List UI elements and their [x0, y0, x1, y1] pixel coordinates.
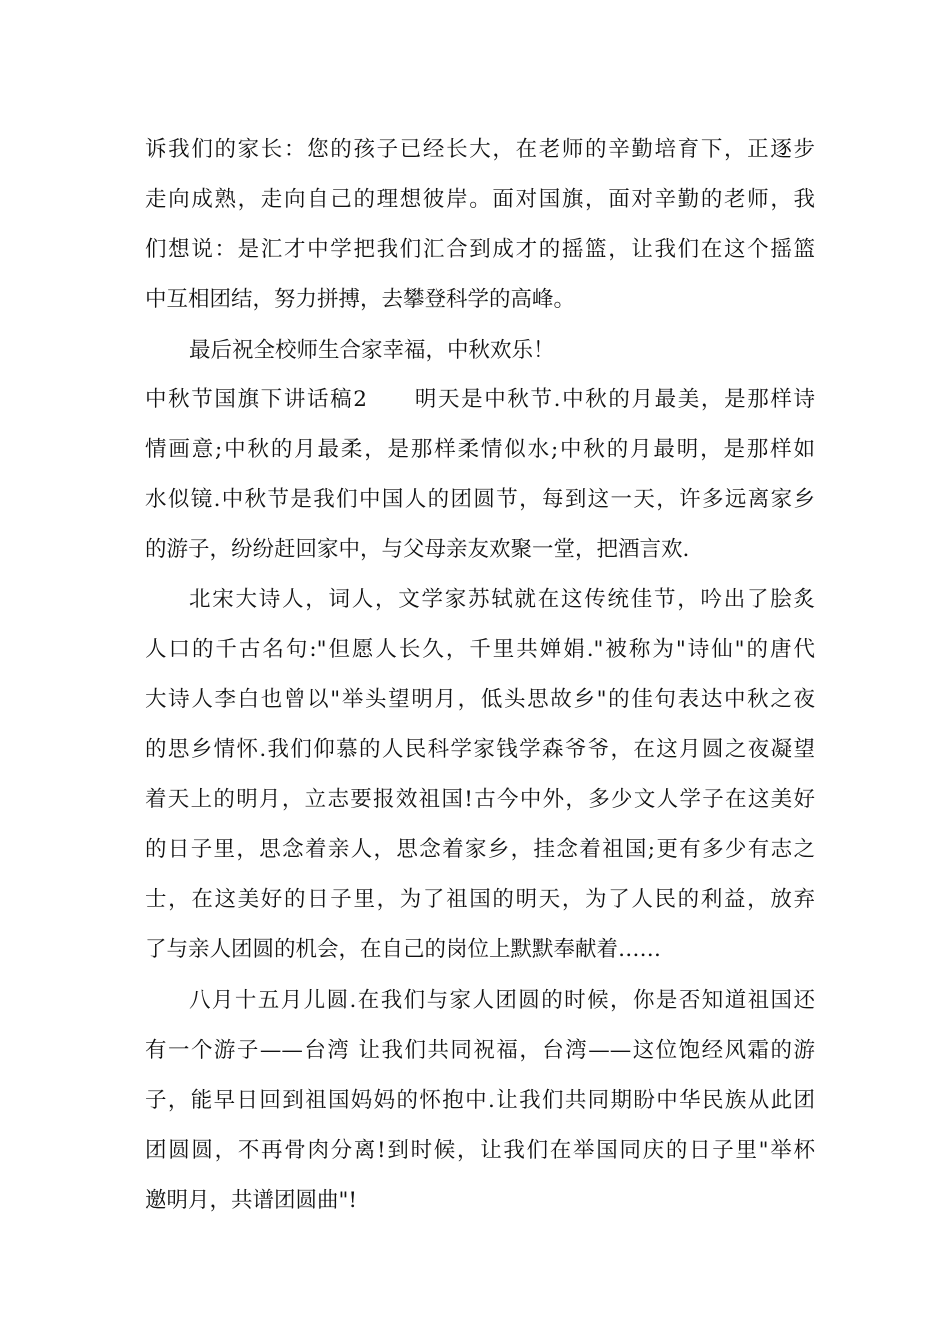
text-line: 子，能早日回到祖国妈妈的怀抱中.让我们共同期盼中华民族从此团: [145, 1088, 815, 1113]
text-line: 邀明月，共谱团圆曲"!: [145, 1188, 358, 1213]
text-line: 中互相团结，努力拼搏，去攀登科学的高峰。: [145, 287, 576, 312]
text-line: 人口的千古名句:"但愿人长久，千里共婵娟."被称为"诗仙"的唐代: [145, 637, 815, 662]
text-line: 最后祝全校师生合家幸福，中秋欢乐！: [189, 338, 555, 363]
section-heading-line: 中秋节国旗下讲话稿2 明天是中秋节.中秋的月最美，是那样诗: [145, 387, 815, 412]
text-line: 士，在这美好的日子里，为了祖国的明天，为了人民的利益，放弃: [145, 887, 815, 912]
text-line: 着天上的明月，立志要报效祖国!古今中外，多少文人学子在这美好: [145, 787, 815, 812]
text-line: 大诗人李白也曾以"举头望明月，低头思故乡"的佳句表达中秋之夜: [145, 687, 815, 712]
text-line: 走向成熟，走向自己的理想彼岸。面对国旗，面对辛勤的老师，我: [145, 187, 815, 212]
text-line: 诉我们的家长：您的孩子已经长大，在老师的辛勤培育下，正逐步: [145, 137, 815, 162]
text-line: 的思乡情怀.我们仰慕的人民科学家钱学森爷爷，在这月圆之夜凝望: [145, 737, 815, 762]
text-line: 团圆圆，不再骨肉分离!到时候，让我们在举国同庆的日子里"举杯: [145, 1138, 815, 1163]
text-line: 们想说：是汇才中学把我们汇合到成才的摇篮，让我们在这个摇篮: [145, 237, 815, 262]
text-line: 的日子里，思念着亲人，思念着家乡，挂念着祖国;更有多少有志之: [145, 837, 815, 862]
text-line: 八月十五月儿圆.在我们与家人团圆的时候，你是否知道祖国还: [189, 988, 815, 1013]
text-line: 了与亲人团圆的机会，在自己的岗位上默默奉献着……: [145, 937, 662, 962]
text-line: 北宋大诗人，词人，文学家苏轼就在这传统佳节，吟出了脍炙: [189, 587, 815, 612]
text-line: 有一个游子——台湾 让我们共同祝福，台湾——这位饱经风霜的游: [145, 1038, 815, 1063]
text-line: 水似镜.中秋节是我们中国人的团圆节，每到这一天，许多远离家乡: [145, 487, 815, 512]
text-line: 的游子，纷纷赶回家中，与父母亲友欢聚一堂，把酒言欢.: [145, 537, 690, 562]
text-line: 情画意;中秋的月最柔，是那样柔情似水;中秋的月最明，是那样如: [145, 437, 815, 462]
